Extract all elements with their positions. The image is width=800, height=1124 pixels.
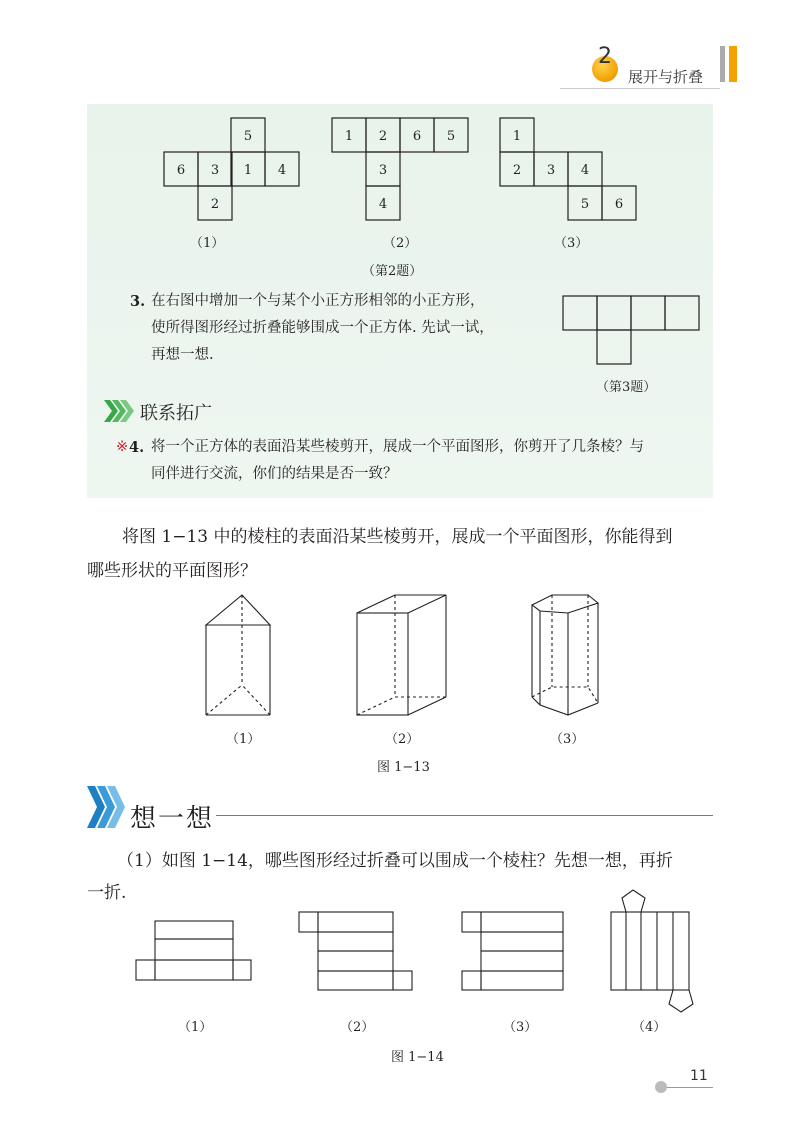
- net1-cell: 6: [176, 163, 186, 178]
- net3-cell: 6: [614, 197, 624, 212]
- figure14-label: 图 1−14: [391, 1050, 444, 1065]
- figure13-label: 图 1−13: [377, 760, 430, 775]
- exercise4-number: 4.: [129, 439, 145, 456]
- net1-cell: 4: [277, 163, 287, 178]
- prism1-caption: （1）: [226, 732, 261, 747]
- exercise3-line: 在右图中增加一个与某个小正方形相邻的小正方形，: [151, 293, 485, 309]
- think-rule: [216, 815, 713, 816]
- net1-cell: 2: [210, 197, 220, 212]
- exercise3-line: 再想一想.: [151, 347, 214, 363]
- exercise3-line: 使所得图形经过折叠能够围成一个正方体. 先试一试，: [151, 320, 494, 336]
- main-paragraph-line: 哪些形状的平面图形？: [87, 561, 257, 581]
- chevron-blue-icon: [87, 784, 129, 830]
- chevron-green-icon: [104, 398, 138, 424]
- net2-cell: 3: [378, 163, 388, 178]
- net3-cell: 4: [580, 163, 590, 178]
- net1-caption: （1）: [190, 236, 225, 251]
- think-line: （1）如图 1−14，哪些图形经过折叠可以围成一个棱柱？先想一想，再折: [117, 851, 673, 871]
- prism3-caption: （3）: [550, 732, 585, 747]
- header-bar-orange: [729, 46, 737, 82]
- header-bar-gray: [720, 46, 725, 82]
- net3-cell: 1: [512, 129, 522, 144]
- exercise4-line: 将一个正方体的表面沿某些棱剪开，展成一个平面图形，你剪开了几条棱？与: [151, 439, 644, 455]
- page-dot: [655, 1081, 667, 1093]
- think-title: 想一想: [130, 804, 215, 834]
- net14-3-caption: （3）: [503, 1020, 538, 1035]
- main-paragraph-line: 将图 1−13 中的棱柱的表面沿某些棱剪开，展成一个平面图形，你能得到: [122, 527, 673, 547]
- net2-cell: 2: [378, 129, 388, 144]
- exercise4-line: 同伴进行交流，你们的结果是否一致？: [151, 466, 398, 482]
- net3-caption: （3）: [554, 236, 589, 251]
- exercise3-number: 3.: [130, 293, 146, 310]
- page-rule: [667, 1087, 713, 1088]
- prism2-caption: （2）: [385, 732, 420, 747]
- net14-4-caption: （4）: [632, 1020, 667, 1035]
- net2-cell: 6: [412, 129, 422, 144]
- figure13-prisms: [190, 585, 630, 720]
- net3-cell: 5: [580, 197, 590, 212]
- net2-cell: 1: [344, 129, 354, 144]
- chapter-number: 2: [598, 44, 612, 69]
- net14-2-caption: （2）: [340, 1020, 375, 1035]
- net2-cell: 5: [446, 129, 456, 144]
- net3-cell: 3: [546, 163, 556, 178]
- net1-cell: 5: [243, 129, 253, 144]
- net2-cell: 4: [378, 197, 388, 212]
- extension-title: 联系拓广: [140, 403, 212, 424]
- net2-caption: （2）: [383, 236, 418, 251]
- net14-1-caption: （1）: [178, 1020, 213, 1035]
- page-number: 11: [690, 1068, 708, 1084]
- net3-cell: 2: [512, 163, 522, 178]
- think-line: 一折.: [87, 883, 127, 903]
- net1-cell: 1: [243, 163, 253, 178]
- net1-cell: 3: [210, 163, 220, 178]
- exercise3-label: （第3题）: [596, 380, 657, 395]
- exercise2-label: （第2题）: [362, 264, 423, 279]
- header-rule: [560, 88, 720, 89]
- chapter-title: 展开与折叠: [628, 68, 704, 86]
- optional-marker: ※: [116, 439, 129, 455]
- figure14-nets: [130, 884, 710, 1019]
